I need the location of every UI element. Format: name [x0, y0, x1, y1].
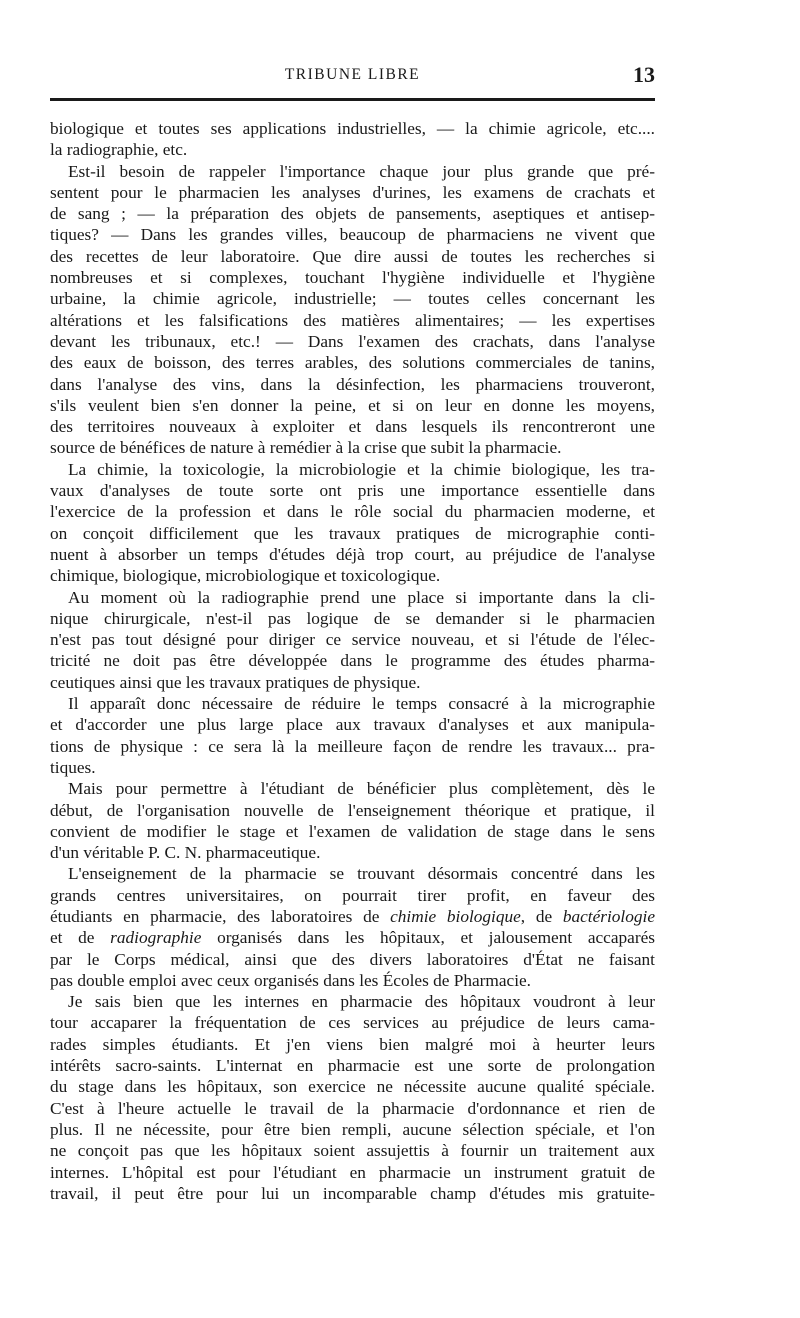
- text-line: internes. L'hôpital est pour l'étudiant en pharmacie un instrument gratuit de: [50, 1162, 655, 1182]
- text-line: étudiants en pharmacie, des laboratoires de chimie biologique, de bactériologie: [50, 906, 655, 926]
- text-line: convient de modifier le stage et l'examen de validation de stage dans le sens: [50, 821, 655, 841]
- text-line: source de bénéfices de nature à remédier à la crise que subit la pharmacie.: [50, 438, 562, 458]
- text-line: urbaine, la chimie agricole, industrielle; — toutes celles concernant les: [50, 289, 655, 309]
- text-line: de sang ; — la préparation des objets de pansements, aseptiques et antisep-: [50, 204, 655, 224]
- text-line: biologique et toutes ses applications industrielles, — la chimie agricole, etc....: [50, 119, 655, 138]
- text-line: début, de l'organisation nouvelle de l'enseignement théorique et pratique, il: [50, 800, 655, 820]
- paragraph: [50, 778, 655, 863]
- text-line: tour accaparer la fréquentation de ces services au préjudice de leurs cama-: [50, 1013, 655, 1033]
- text-line: L'enseignement de la pharmacie se trouvant désormais concentré dans les: [68, 864, 655, 884]
- text-line: dans l'analyse des vins, dans la désinfection, les pharmaciens trouveront,: [50, 374, 655, 394]
- text-line: tions de physique : ce sera là la meilleure façon de rendre les travaux... pra-: [50, 736, 655, 756]
- running-header: [50, 62, 655, 90]
- text-line: Mais pour permettre à l'étudiant de bénéficier plus complètement, dès le: [68, 779, 655, 799]
- text-line: altérations et les falsifications des matières alimentaires; — les expertises: [50, 310, 655, 330]
- text-line: Je sais bien que les internes en pharmacie des hôpitaux voudront à leur: [68, 992, 655, 1012]
- text-line: la radiographie, etc.: [50, 140, 188, 160]
- text-line: pas double emploi avec ceux organisés dans les Écoles de Pharmacie.: [50, 970, 531, 990]
- header-rule: [50, 98, 655, 101]
- text-line: ceutiques ainsi que les travaux pratiques de physique.: [50, 672, 421, 692]
- text-line: nombreuses et si complexes, touchant l'hygiène individuelle et l'hygiène: [50, 268, 655, 288]
- text-line: vaux d'analyses de toute sorte ont pris une importance essentielle dans: [50, 481, 655, 501]
- text-line: La chimie, la toxicologie, la microbiologie et la chimie biologique, les tra-: [68, 459, 655, 479]
- text-line: tiques? — Dans les grandes villes, beaucoup de pharmaciens ne vivent que: [50, 225, 655, 245]
- text-line: on conçoit difficilement que les travaux pratiques de micrographie conti-: [50, 523, 655, 543]
- text-line: des territoires nouveaux à exploiter et dans lesquels ils rencontreront une: [50, 417, 655, 437]
- text-line: intérêts sacro-saints. L'internat en pharmacie est une sorte de prolongation: [50, 1056, 655, 1076]
- page-number: 13: [633, 62, 655, 87]
- text-line: ne conçoit pas que les hôpitaux soient assujettis à fournir un traitement aux: [50, 1141, 655, 1161]
- paragraph: [50, 863, 655, 991]
- text-line: et d'accorder une plus large place aux travaux d'analyses et aux manipula-: [50, 715, 655, 735]
- text-line: des recettes de leur laboratoire. Que dire aussi de toutes les recherches si: [50, 246, 655, 266]
- text-line: par le Corps médical, ainsi que des divers laboratoires d'État ne faisant: [50, 949, 655, 969]
- text-line: n'est pas tout désigné pour diriger ce service nouveau, et si l'étude de l'élec-: [50, 630, 655, 650]
- text-line: Au moment où la radiographie prend une place si importante dans la cli-: [68, 587, 655, 607]
- text-line: devant les tribunaux, etc.! — Dans l'examen des crachats, dans l'analyse: [50, 331, 655, 351]
- text-line: grands centres universitaires, on pourrait tirer profit, en faveur des: [50, 885, 655, 905]
- text-line: du stage dans les hôpitaux, son exercice ne nécessite aucune qualité spéciale.: [50, 1077, 655, 1097]
- text-line: plus. Il ne nécessite, pour être bien rempli, aucune sélection spéciale, et l'on: [50, 1119, 655, 1139]
- paragraph: [50, 459, 655, 587]
- text-line: sentent pour le pharmacien les analyses d'urines, les examens de crachats et: [50, 182, 655, 202]
- paragraph: [50, 161, 655, 459]
- text-line: chimique, biologique, microbiologique et toxicologique.: [50, 566, 441, 586]
- text-line: Il apparaît donc nécessaire de réduire le temps consacré à la micrographie: [68, 694, 655, 714]
- body-text: [50, 118, 655, 1204]
- text-line: d'un véritable P. C. N. pharmaceutique.: [50, 843, 321, 863]
- text-line: s'ils veulent bien s'en donner la peine, et si on leur en donne les moyens,: [50, 395, 655, 415]
- paragraph: [50, 693, 655, 778]
- text-line: tiques.: [50, 757, 96, 777]
- text-line: et de radiographie organisés dans les hôpitaux, et jalousement accaparés: [50, 928, 655, 948]
- text-line: Est-il besoin de rappeler l'importance chaque jour plus grande que pré-: [68, 161, 655, 181]
- text-line: l'exercice de la profession et dans le rôle social du pharmacien moderne, et: [50, 502, 655, 522]
- text-line: tricité ne doit pas être développée dans le programme des études pharma-: [50, 651, 655, 671]
- text-line: des eaux de boisson, des terres arables, des solutions commerciales de tanins,: [50, 353, 655, 373]
- paragraph: [50, 118, 655, 161]
- text-line: travail, il peut être pour lui un incomparable champ d'études mis gratuite-: [50, 1183, 655, 1203]
- text-line: nuent à absorber un temps d'études déjà trop court, au préjudice de l'analyse: [50, 544, 655, 564]
- text-line: rades simples étudiants. Et j'en viens bien malgré moi à heurter leurs: [50, 1034, 655, 1054]
- text-line: nique chirurgicale, n'est-il pas logique de se demander si le pharmacien: [50, 608, 655, 628]
- paragraph: [50, 991, 655, 1204]
- running-title: TRIBUNE LIBRE: [284, 66, 421, 83]
- paragraph: [50, 587, 655, 693]
- text-line: C'est à l'heure actuelle le travail de la pharmacie d'ordonnance et rien de: [50, 1098, 655, 1118]
